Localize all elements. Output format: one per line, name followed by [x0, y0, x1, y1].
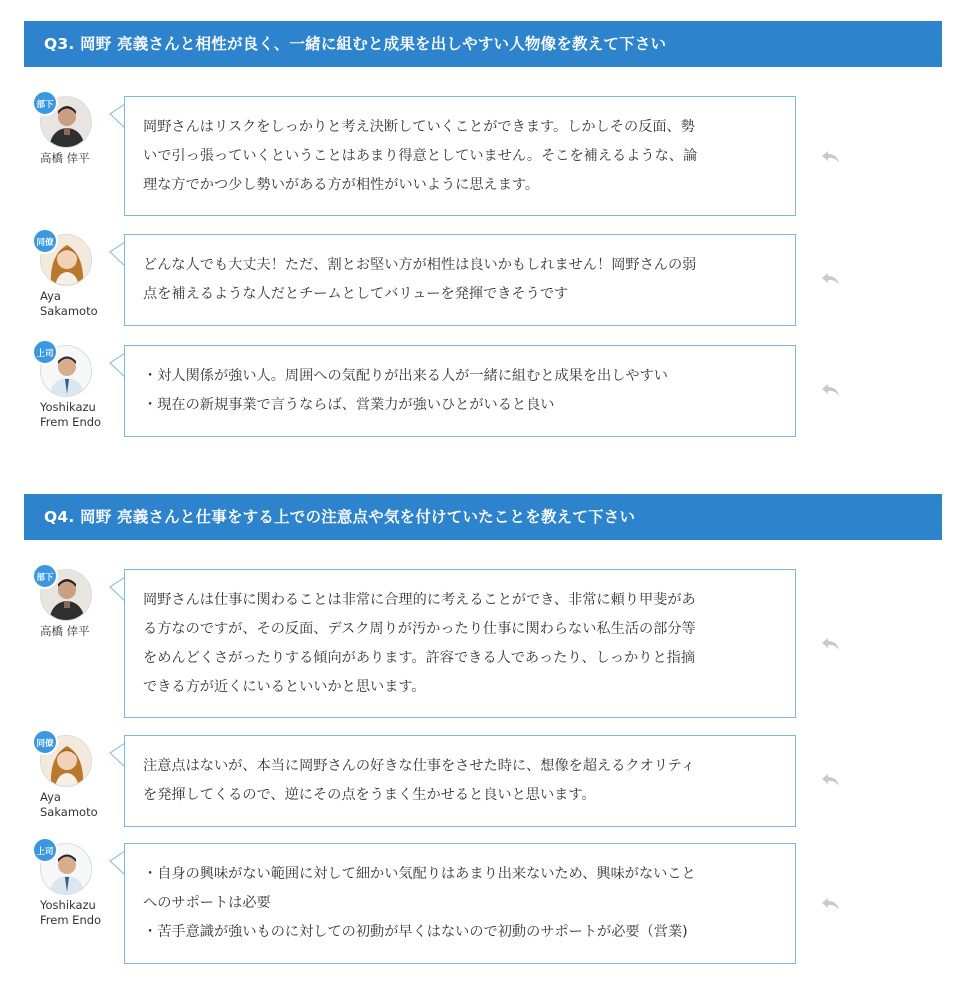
- role-badge: 同僚: [32, 729, 58, 755]
- reply-arrow-icon[interactable]: [820, 148, 842, 166]
- answer-line: できる方が近くにいるといいかと思います。: [143, 679, 426, 695]
- role-badge: 部下: [32, 90, 58, 116]
- respondent: [36, 843, 102, 928]
- respondent-name[interactable]: Yoshikazu Frem Endo: [40, 400, 102, 429]
- answer-line: いで引っ張っていくということはあまり得意としていません。そこを補えるような、論: [143, 148, 698, 164]
- answer-line: 点を補えるような人だとチームとしてバリューを発揮できそうです: [143, 286, 569, 302]
- respondent: [36, 345, 102, 430]
- answer-line: る方なのですが、その反面、デスク周りが汚かったり仕事に関わらない私生活の部分等: [143, 621, 696, 637]
- question-header: Q4. 岡野 亮義さんと仕事をする上での注意点や気を付けていたことを教えて下さい: [24, 494, 942, 540]
- answer-line: 岡野さんはリスクをしっかりと考え決断していくことができます。しかしその反面、勢: [143, 119, 695, 135]
- answer-bubble: [124, 234, 796, 326]
- answer-bubble: [124, 569, 796, 718]
- answer-line: を発揮してくるので、逆にその点をうまく生かせると良いと思います。: [143, 787, 596, 803]
- answer-line: ・対人関係が強い人。周囲への気配りが出来る人が一緒に組むと成果を出しやすい: [143, 368, 668, 384]
- respondent-name[interactable]: Aya Sakamoto: [40, 790, 98, 819]
- role-badge: 上司: [32, 339, 58, 365]
- question-header: Q3. 岡野 亮義さんと相性が良く、一緒に組むと成果を出しやすい人物像を教えて下さい: [24, 21, 942, 67]
- respondent-name[interactable]: Aya Sakamoto: [40, 289, 98, 318]
- answer-line: へのサポートは必要: [143, 895, 271, 911]
- role-badge: 同僚: [32, 228, 58, 254]
- reply-arrow-icon[interactable]: [820, 270, 842, 288]
- respondent-name[interactable]: 高橋 倖平: [40, 624, 90, 638]
- respondent: [36, 234, 98, 319]
- answer-line: ・自身の興味がない範囲に対して細かい気配りはあまり出来ないため、興味がないこと: [143, 866, 696, 882]
- answer-line: 理な方でかつ少し勢いがある方が相性がいいように思えます。: [143, 177, 540, 193]
- question-section-q3: [24, 21, 942, 429]
- reply-arrow-icon[interactable]: [820, 635, 842, 653]
- respondent: [36, 96, 96, 166]
- reply-arrow-icon[interactable]: [820, 381, 842, 399]
- role-badge: 上司: [32, 837, 58, 863]
- answer-line: をめんどくさがったりする傾向があります。許容できる人であったり、しっかりと指摘: [143, 650, 696, 666]
- answer-line: どんな人でも大丈夫！ただ、割とお堅い方が相性は良いかもしれません！岡野さんの弱: [143, 257, 697, 273]
- reply-arrow-icon[interactable]: [820, 771, 842, 789]
- answer-line: 岡野さんは仕事に関わることは非常に合理的に考えることができ、非常に頼り甲斐があ: [143, 592, 696, 608]
- respondent-name[interactable]: 高橋 倖平: [40, 151, 90, 165]
- question-section-q4: [24, 494, 942, 940]
- answer-bubble: [124, 96, 796, 216]
- answer-line: ・苦手意識が強いものに対しての初動が早くはないので初動のサポートが必要（営業): [143, 924, 688, 940]
- role-badge: 部下: [32, 563, 58, 589]
- answer-line: 注意点はないが、本当に岡野さんの好きな仕事をさせた時に、想像を超えるクオリティ: [143, 758, 695, 774]
- answer-bubble: [124, 735, 796, 827]
- answer-bubble: [124, 843, 796, 964]
- reply-arrow-icon[interactable]: [820, 895, 842, 913]
- answer-line: ・現在の新規事業で言うならば、営業力が強いひとがいると良い: [143, 397, 555, 413]
- answer-bubble: [124, 345, 796, 437]
- respondent-name[interactable]: Yoshikazu Frem Endo: [40, 898, 102, 927]
- respondent: [36, 569, 96, 639]
- respondent: [36, 735, 98, 820]
